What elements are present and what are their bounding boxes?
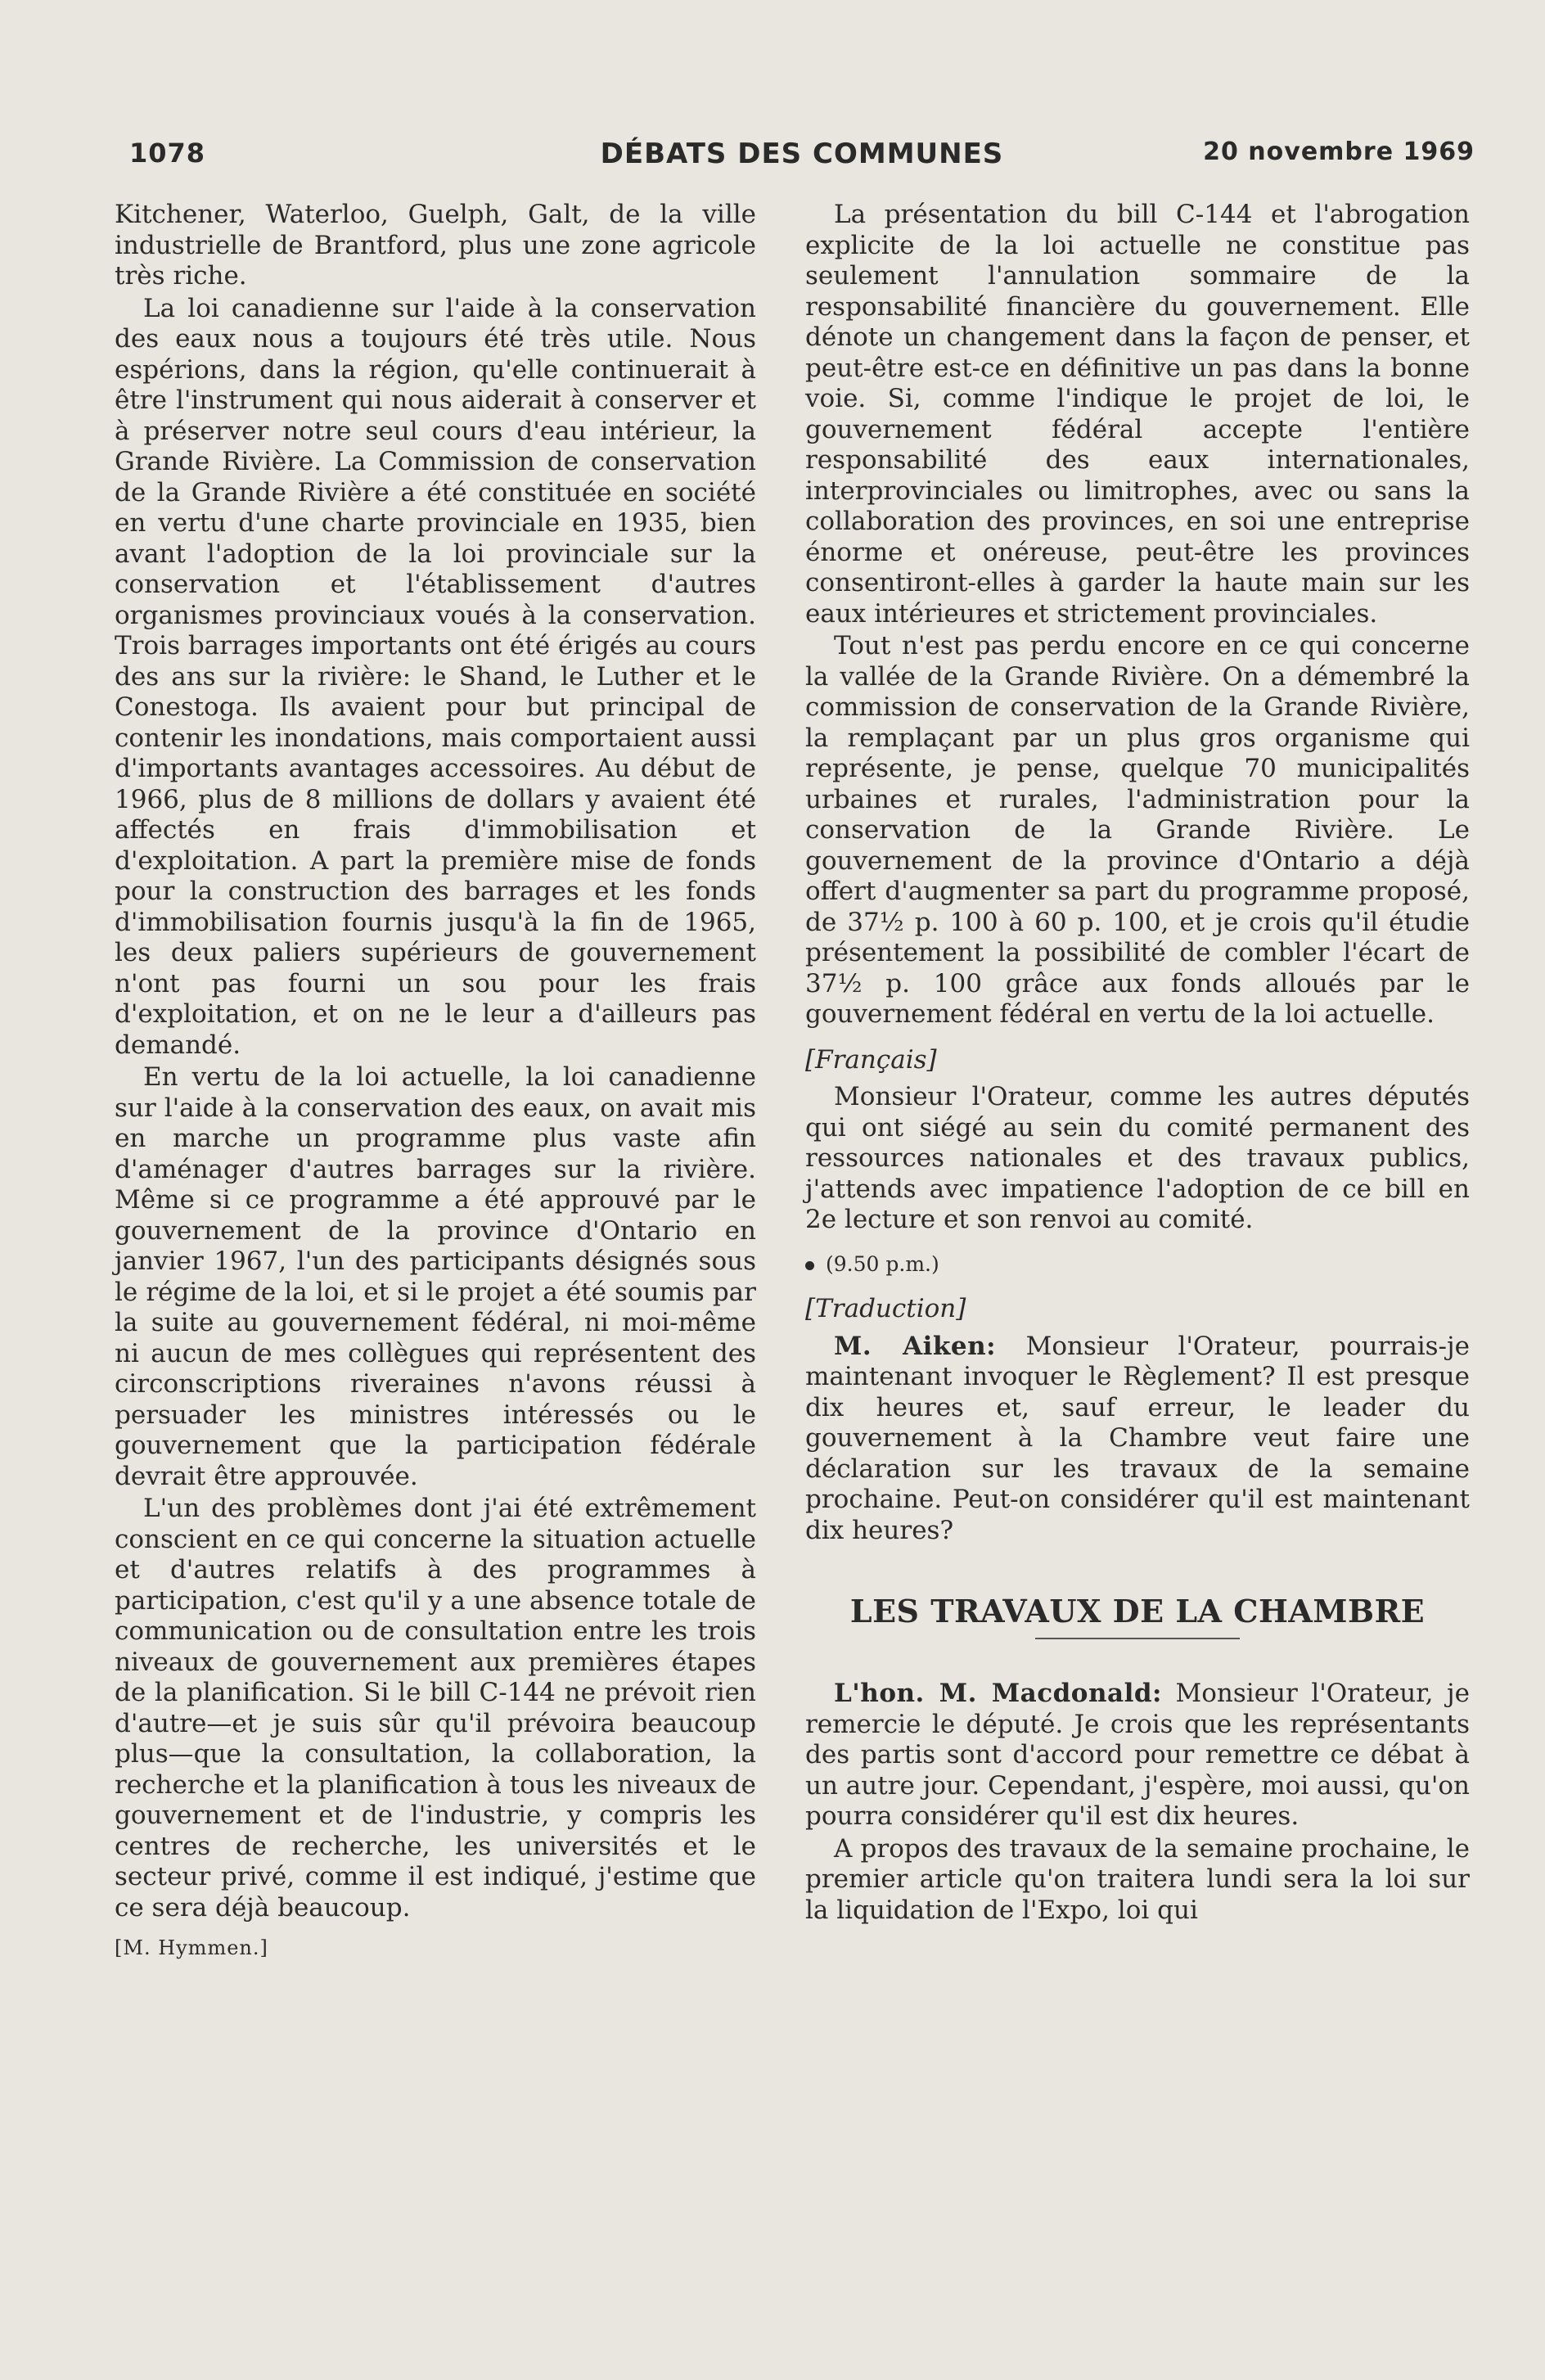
section-title: LES TRAVAUX DE LA CHAMBRE	[849, 1593, 1426, 1629]
speaker-attribution: [M. Hymmen.]	[115, 1936, 268, 1959]
paragraph: Monsieur l'Orateur, comme les autres députés qui ont siégé au sein du comité permanent des ressources nationales et des travaux publics, j'attends avec impatience l'adoption de ce bill en 2e lecture et son renvoi au comité.	[805, 1082, 1470, 1234]
paragraph	[805, 1679, 1470, 1832]
page-header	[129, 137, 1475, 174]
timestamp	[805, 1249, 1470, 1280]
timestamp-text: (9.50 p.m.)	[826, 1251, 939, 1276]
paragraph	[805, 1332, 1470, 1547]
page-date: 20 novembre 1969	[1203, 137, 1475, 166]
speech-text: Monsieur l'Orateur, je remercie le député. Je crois que les représentants des partis sont d'accord pour remettre ce débat à un autre jour. Cependant, j'espère, moi aussi, qu'on pourra considérer qu'il est dix heures.	[805, 1679, 1470, 1831]
speech-text: Monsieur l'Orateur, pourrais-je maintenant invoquer le Règlement? Il est presque dix heures et, sauf erreur, le leader du gouvernement à la Chambre veut faire une déclaration sur les travaux de la semaine prochaine. Peut-on considérer qu'il est maintenant dix heures?	[805, 1331, 1470, 1545]
section-rule	[1035, 1638, 1240, 1639]
language-tag: [Traduction]	[805, 1294, 966, 1323]
page-number: 1078	[129, 137, 206, 169]
paragraph: Tout n'est pas perdu encore en ce qui concerne la vallée de la Grande Rivière. On a démembré la commission de conservation de la Grande Rivière, la remplaçant par un plus gros organisme qui représente, je pense, quelque 70 municipalités urbaines et rurales, l'administration pour la conservation de la Grande Rivière. Le gouvernement de la province d'Ontario a déjà offert d'augmenter sa part du programme proposé, de 37½ p. 100 à 60 p. 100, et je crois qu'il étudie présentement la possibilité de combler l'écart de 37½ p. 100 grâce aux fonds alloués par le gouvernement fédéral en vertu de la loi actuelle.	[805, 631, 1470, 1029]
language-tag: [Français]	[805, 1044, 937, 1075]
right-column	[805, 200, 1470, 1927]
left-column	[115, 200, 756, 1964]
publication-title: DÉBATS DES COMMUNES	[600, 137, 1004, 170]
paragraph: En vertu de la loi actuelle, la loi canadienne sur l'aide à la conservation des eaux, on avait mis en marche un programme plus vaste afin d'aménager d'autres barrages sur la rivière. Même si ce programme a été approuvé par le gouvernement de la province d'Ontario en janvier 1967, l'un des participants désignés sous le régime de la loi, et si le projet a été soumis par la suite au gouvernement fédéral, ni moi-même ni aucun de mes collègues qui représentent des circonscriptions riveraines n'avons réussi à persuader les ministres intéressés ou le gouvernement que la participation fédérale devrait être approuvée.	[115, 1062, 756, 1491]
paragraph: L'un des problèmes dont j'ai été extrêmement conscient en ce qui concerne la situation actuelle et d'autres relatifs à des programmes à participation, c'est qu'il y a une absence totale de communication ou de consultation entre les trois niveaux de gouvernement aux premières étapes de la planification. Si le bill C-144 ne prévoit rien d'autre—et je suis sûr qu'il prévoira beaucoup plus—que la consultation, la collaboration, la recherche et la planification à tous les niveaux de gouvernement et de l'industrie, y compris les centres de recherche, les universités et le secteur privé, comme il est indiqué, j'estime que ce sera déjà beaucoup.	[115, 1494, 756, 1922]
bullet-icon	[805, 1261, 814, 1270]
speaker-name: M. Aiken:	[834, 1331, 997, 1361]
speaker-name: L'hon. M. Macdonald:	[834, 1679, 1162, 1708]
paragraph: Kitchener, Waterloo, Guelph, Galt, de la ville industrielle de Brantford, plus une zone agricole très riche.	[115, 200, 756, 291]
paragraph: La loi canadienne sur l'aide à la conservation des eaux nous a toujours été très utile. Nous espérions, dans la région, qu'elle continuerait à être l'instrument qui nous aiderait à conserver et à préserver notre seul cours d'eau intérieur, la Grande Rivière. La Commission de conservation de la Grande Rivière a été constituée en société en vertu d'une charte provinciale en 1935, bien avant l'adoption de la loi provinciale sur la conservation et l'établissement d'autres organismes provinciaux voués à la conservation. Trois barrages importants ont été érigés au cours des ans sur la rivière: le Shand, le Luther et le Conestoga. Ils avaient pour but principal de contenir les inondations, mais comportaient aussi d'importants avantages accessoires. Au début de 1966, plus de 8 millions de dollars y avaient été affectés en frais d'immobilisation et d'exploitation. A part la première mise de fonds pour la construction des barrages et les fonds d'immobilisation fournis jusqu'à la fin de 1965, les deux paliers supérieurs de gouvernement n'ont pas fourni un sou pour les frais d'exploitation, et on ne le leur a d'ailleurs pas demandé.	[115, 293, 756, 1060]
paragraph: La présentation du bill C-144 et l'abrogation explicite de la loi actuelle ne constitue pas seulement l'annulation sommaire de la responsabilité financière du gouvernement. Elle dénote un changement dans la façon de penser, et peut-être est-ce en définitive un pas dans la bonne voie. Si, comme l'indique le projet de loi, le gouvernement fédéral accepte l'entière responsabilité des eaux internationales, interprovinciales ou limitrophes, avec ou sans la collaboration des provinces, en soi une entreprise énorme et onéreuse, peut-être les provinces consentiront-elles à garder la haute main sur les eaux intérieures et strictement provinciales.	[805, 200, 1470, 629]
paragraph: A propos des travaux de la semaine prochaine, le premier article qu'on traitera lundi sera la loi sur la liquidation de l'Expo, loi qui	[805, 1833, 1470, 1925]
